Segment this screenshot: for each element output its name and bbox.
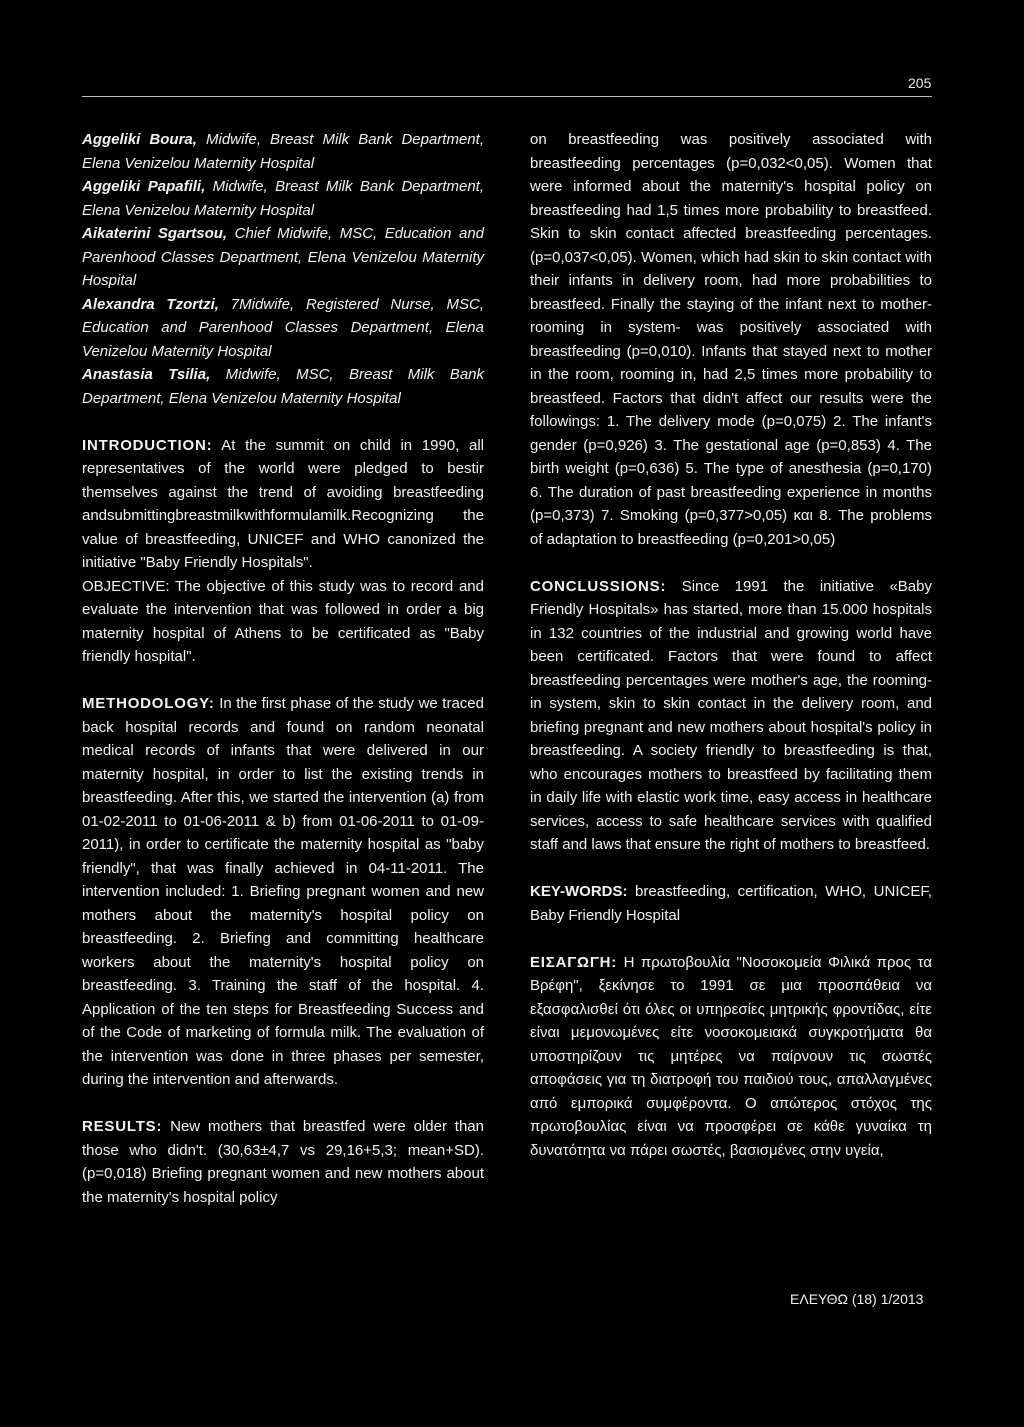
author-list [82,128,484,410]
introduction-text: At the summit on child in 1990, all representatives of the world were pledged to bestir themselves against the trend of avoiding breastfeeding andsubmittingbreastmilkwithformulamilk.Recognizing the value of breastfeeding, UNICEF and WHO canonized the initiative "Baby Friendly Hospitals". [82,436,484,571]
results-continued-text: on breastfeeding was positively associated with breastfeeding percentages (p=0,032<0,05). Women that were informed about the maternity's hospital policy on breastfeeding had 1,5 times more probability to breastfeed. Skin to skin contact affected breastfeeding percentages. (p=0,037<0,05). Women, which had skin to skin contact with their infants in delivery room, had more probabilities to breastfeed. Finally the staying of the infant next to mother- rooming in system- was positively associated with breastfeeding (p=0,010). Infants that stayed next to mother in the room, rooming in, had 2,5 times more probability to breastfeed. Factors that didn't affect our results were the followings: 1. The delivery mode (p=0,075) 2. The infant's gender (p=0,926) 3. The gestational age (p=0,853) 4. The birth weight (p=0,636) 5. The type of anesthesia (p=0,170) 6. The duration of past breastfeeding experience in months (p=0,373) 7. Smoking (p=0,377>0,05) και 8. The problems of adaptation to breastfeeding (p=0,201>0,05) [530,131,932,548]
methodology-section [82,692,484,1092]
results-text: New mothers that breastfed were older than those who didn't. (30,63±4,7 vs 29,16+5,3; mean+SD). (p=0,018) Briefing pregnant women and new mothers about the maternity's hospital policy [82,1118,484,1206]
objective-section [82,575,484,669]
methodology-heading: METHODOLOGY: [82,695,215,712]
greek-intro-section [530,951,932,1163]
results-heading: RESULTS: [82,1118,163,1135]
right-column [530,128,932,1162]
author-entry: Aggeliki Boura, Midwife, Breast Milk Bank Department, Elena Venizelou Maternity Hospital [82,131,484,172]
results-continued [530,128,932,551]
journal-footer: ΕΛΕΥΘΩ (18) 1/2013 [790,1291,924,1307]
methodology-text: In the first phase of the study we traced back hospital records and found on random neonatal medical records of infants that were delivered in our maternity hospital, in order to list the existing trends in breastfeeding. After this, we started the intervention (a) from 01-02-2011 to 01-06-2011 & b) from 01-06-2011 to 01-09-2011), in order to certificate the maternity hospital as "baby friendly", that was finally achieved in 04-11-2011. The intervention included: 1. Briefing pregnant women and new mothers about the maternity's hospital policy on breastfeeding. 2. Briefing and committing healthcare workers about the maternity's hospital policy on breastfeeding. 3. Training the staff of the hospital. 4. Application of the ten steps for Breastfeeding Success and of the Code of marketing of formula milk. The evaluation of the intervention was done in three phases per semester, during the intervention and afterwards. [82,695,484,1088]
header-rule [82,96,932,97]
left-column [82,128,484,1209]
introduction-section [82,434,484,575]
keywords-section [530,880,932,927]
introduction-heading: INTRODUCTION: [82,436,213,454]
author-entry: Aggeliki Papafili, Midwife, Breast Milk Bank Department, Elena Venizelou Maternity Hospital [82,178,484,219]
results-section [82,1115,484,1209]
conclusions-heading: CONCLUSSIONS: [530,577,667,595]
page-number: 205 [908,75,932,91]
greek-intro-text: Η πρωτοβουλία "Νοσοκομεία Φιλικά προς τα Βρέφη", ξεκίνησε το 1991 σε μια προσπάθεια να εξασφαλισθεί ότι όλες οι υπηρεσίες μητρικής φροντίδας, είτε είναι μεμονωμένες είτε νοσοκομειακά συγκροτήματα θα υποστηρίζουν τις μητέρες να παίρνουν τις σωστές αποφάσεις για τη διατροφή του παιδιού τους, απαλλαγμένες από εμπορικά συμφέροντα. Ο απώτερος στόχος της πρωτοβουλίας είναι να προσφέρει σε κάθε γυναίκα τη δυνατότητα να πάρει σωστές, βασισμένες στην υγεία, [530,953,932,1159]
author-entry: Anastasia Tsilia, Midwife, MSC, Breast Milk Bank Department, Elena Venizelou Maternity Hospital [82,366,484,407]
objective-text: OBJECTIVE: The objective of this study was to record and evaluate the intervention that was followed in order a big maternity hospital of Athens to be certificated as "Baby friendly hospital". [82,577,484,665]
conclusions-section [530,575,932,857]
greek-intro-heading: ΕΙΣΑΓΩΓΗ: [530,953,618,971]
conclusions-text: Since 1991 the initiative «Baby Friendly Hospitals» has started, more than 15.000 hospitals in 132 countries of the industrial and growing world have been certificated. Factors that were found to affect breastfeeding percentages were mother's age, the rooming-in system, skin to skin contact in the delivery room, and briefing pregnant and new mothers about hospital's policy in breastfeeding. A society friendly to breastfeeding is that, who encourages mothers to breastfeed by facilitating them in daily life with elastic work time, easy access in healthcare services, access to safe healthcare services with qualified staff and laws that ensure the right of mothers to breastfeed. [530,577,932,853]
keywords-heading: KEY-WORDS: [530,883,628,900]
author-entry: Alexandra Tzortzi, 7Midwife, Registered Nurse, MSC, Education and Parenhood Classes Department, Elena Venizelou Maternity Hospital [82,295,484,360]
keywords-text: breastfeeding, certification, WHO, UNICEF, Baby Friendly Hospital [530,883,932,924]
author-entry: Aikaterini Sgartsou, Chief Midwife, MSC, Education and Parenhood Classes Department, Elena Venizelou Maternity Hospital [82,225,484,289]
